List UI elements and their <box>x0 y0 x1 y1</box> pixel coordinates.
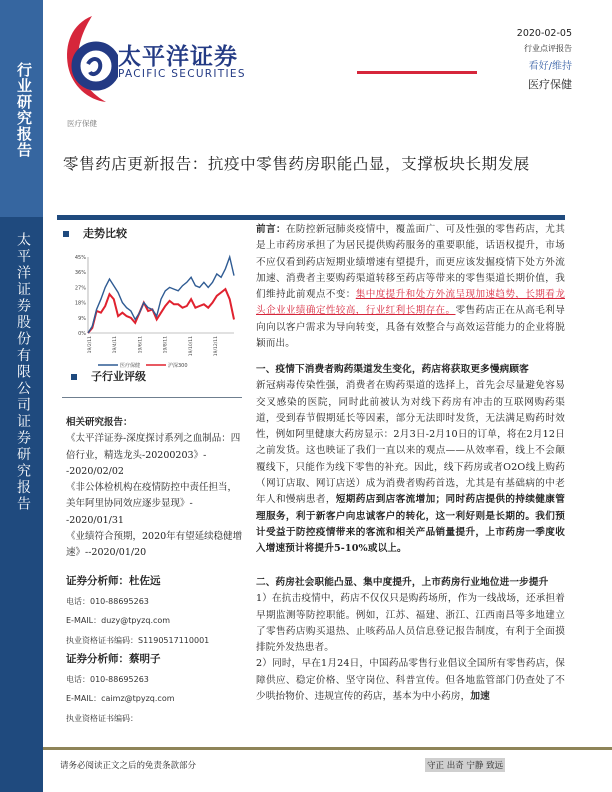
related-report[interactable]: 《太平洋证券-深度探讨系列之血制品：四倍行业，精选龙头-20200203》--2020/02/02 <box>66 433 241 477</box>
y-tick-label: 36% <box>74 270 86 277</box>
trend-heading <box>63 225 127 241</box>
sub-rating-heading <box>71 368 146 384</box>
analyst-info <box>66 572 246 728</box>
intro-tail: 零售药店正在从高毛利导向向以客户需求为导向转变，具备有效整合与高效运营能力的企业将脱颖而出。 <box>256 305 565 350</box>
bullet-square-icon <box>71 374 77 380</box>
analyst-license: 执业资格证书编码：S1190517110001 <box>66 635 210 645</box>
left-divider <box>62 397 242 398</box>
intro-highlight: 集中度提升和处方外流呈现加速趋势，长期看龙头企业业绩确定性较高，行业红利长期存在。 <box>256 289 565 317</box>
series-line <box>88 289 234 333</box>
company-motto: 守正 出奇 宁静 致远 <box>425 758 505 772</box>
y-tick-label: 18% <box>74 300 86 307</box>
section-1 <box>256 362 565 558</box>
sub-rating-heading-text: 子行业评级 <box>91 370 146 383</box>
section-2 <box>256 575 565 705</box>
x-tick-label: 19/2/11 <box>88 336 93 354</box>
footer-divider <box>43 747 612 750</box>
section-1-heading: 一、疫情下消费者购药渠道发生变化，药店将获取更多慢病顾客 <box>256 364 529 375</box>
x-tick-label: 19/4/11 <box>113 336 119 354</box>
section-1-bold: 短期药店到店客流增加；同时药店提供的持续健康管理服务，利于新客户向忠诚客户的转化，这一利好则是长期的。我们预计受益于防控疫情带来的客流和相关产品销量提升，上市药房一季度收入增速预计将提升5-10%或以上。 <box>256 494 566 555</box>
analyst-phone: 电话：010-88695263 <box>66 596 149 606</box>
related-report[interactable]: 《业绩符合预期，2020年有望延续稳健增速》--2020/01/20 <box>66 531 243 559</box>
section-1-text: 新冠病毒传染性强，消费者在购药渠道的选择上，首先会尽量避免容易交叉感染的医院，同时此前被认为对线下药房有冲击的互联网购药渠道，受到春节假期延长等因素，部分无法即时发货，无法满足购药时效性，例如阿里健康大药房显示：2月3日-2月10日的订单，将在2月12日之前发货。这也映证了我们一直以来的观点——从效率看，线上不会颠覆线下，只能作为线下零售的补充。因此，线下药房或者O2O线上购药（网订店取、网订店送）成为消费者购药首选，尤其是有基础病的中老年人和慢病患者， <box>256 380 565 506</box>
sector-small-label: 医疗保健 <box>67 119 97 128</box>
x-tick-label: 19/8/11 <box>163 336 169 354</box>
sector-label: 医疗保健 <box>528 78 572 91</box>
title-divider <box>57 215 565 220</box>
report-type: 行业点评报告 <box>524 44 572 53</box>
analyst-heading: 证券分析师：蔡明子 <box>66 653 161 665</box>
intro-text: 在防控新冠肺炎疫情中，覆盖面广、可及性强的零售药店，尤其是上市药房承担了为居民提供购药服务的重要职能，话语权提升，市场不应仅看到药店短期业绩增速有望提升，而更应该发掘疫情下处方外流加速、消费者主要购药渠道转移至药店等带来的零售渠道长期价值，我们维持此前观点不变： <box>256 224 566 301</box>
disclaimer-note: 请务必阅读正文之后的免责条款部分 <box>60 761 197 771</box>
x-tick-label: 19/6/11 <box>138 336 144 354</box>
intro-lead: 前言： <box>256 224 286 235</box>
analyst-phone: 电话：010-88695263 <box>66 674 149 684</box>
y-tick-label: 27% <box>74 285 86 292</box>
y-tick-label: 9% <box>78 315 86 322</box>
sidebar-company-label: 太平洋证券股份有限公司证券研究报告 <box>15 232 31 513</box>
trend-heading-text: 走势比较 <box>83 227 127 240</box>
analyst-license: 执业资格证书编码： <box>66 713 138 723</box>
x-tick-label: 19/10/11 <box>188 336 194 357</box>
report-date: 2020-02-05 <box>516 28 572 39</box>
bullet-square-icon <box>63 231 69 237</box>
section-2-heading: 二、药房社会职能凸显、集中度提升，上市药房行业地位进一步提升 <box>256 577 549 588</box>
analyst-heading: 证券分析师：杜佐远 <box>66 575 161 587</box>
related-report[interactable]: 《非公体检机构在疫情防控中责任担当，美年阿里协同效应逐步显现》--2020/01/31 <box>66 482 238 526</box>
related-heading: 相关研究报告： <box>66 417 133 428</box>
y-tick-label: 0% <box>78 331 86 337</box>
y-tick-label: 45% <box>74 255 86 261</box>
section-2-p2-bold: 加速 <box>470 691 490 703</box>
section-2-p1: 1）在抗击疫情中，药店不仅仅只是购药场所，作为一线战场，还承担着早期监测等防控职能。例如，江苏、福建、浙江、江西南昌等多地建立了零售药店购买退热、止咳药品人员信息登记报告制度，有利于全面摸排院外发热患者。 <box>256 593 565 654</box>
brand-name-cn: 太平洋证券 <box>118 44 238 70</box>
header-divider <box>357 71 477 74</box>
rating: 看好/维持 <box>528 61 572 72</box>
legend-label: 医疗保健 <box>120 363 141 369</box>
section-2-p2-text: 2）同时，早在1月24日，中国药品零售行业倡议全国所有零售药店，保障供应、稳定价格、坚守岗位、科普宣传。但各地监管部门仍查处了不少哄抬物价、违规宣传的药店，基本为中小药房， <box>256 658 565 703</box>
section-2-p2 <box>256 656 565 705</box>
analyst-email[interactable]: E-MAIL：caimz@tpyzq.com <box>66 694 175 703</box>
legend-label: 沪深300 <box>168 363 188 369</box>
page-title: 零售药店更新报告：抗疫中零售药房职能凸显，支撑板块长期发展 <box>63 155 530 173</box>
trend-chart <box>62 245 242 375</box>
brand-name-en: PACIFIC SECURITIES <box>118 68 246 80</box>
intro-paragraph <box>256 222 565 352</box>
sidebar-report-category: 行业研究报告 <box>15 62 33 158</box>
related-reports <box>66 415 246 562</box>
x-tick-label: 19/12/11 <box>214 336 219 357</box>
pacific-securities-logo-icon <box>62 14 118 104</box>
analyst-email[interactable]: E-MAIL：duzy@tpyzq.com <box>66 616 171 625</box>
